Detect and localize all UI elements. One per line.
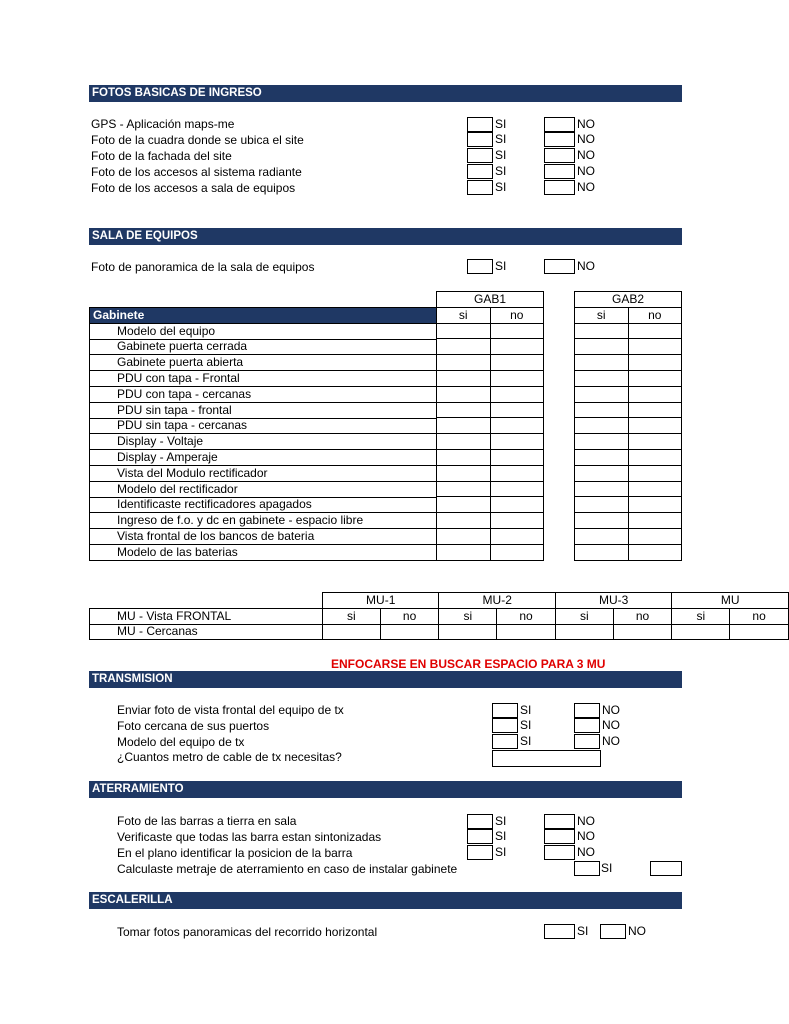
mu4-header: MU [672,593,789,609]
gab1-cell[interactable] [437,481,491,497]
gab2-cell[interactable] [628,434,682,450]
si-label: SI [495,814,507,828]
gab1-cell[interactable] [490,434,544,450]
no-checkbox[interactable] [544,845,575,860]
gab2-cell[interactable] [575,355,629,371]
metraje-input[interactable] [650,861,682,876]
si-checkbox[interactable] [467,132,493,147]
no-label: NO [602,734,620,748]
gabinete-item: PDU sin tapa - frontal [90,402,437,418]
si-checkbox[interactable] [467,164,493,179]
gab2-cell[interactable] [575,386,629,402]
gab1-cell[interactable] [437,355,491,371]
gabinete-item: Gabinete puerta abierta [90,355,437,371]
gab2-cell[interactable] [575,434,629,450]
mu-cell[interactable] [672,624,730,640]
gab1-cell[interactable] [437,418,491,434]
si-checkbox[interactable] [492,734,518,749]
mu2-header: MU-2 [439,593,555,609]
gab1-cell[interactable] [437,465,491,481]
gab1-cell[interactable] [437,339,491,355]
gab1-cell[interactable] [490,481,544,497]
gab1-cell[interactable] [490,528,544,544]
no-checkbox[interactable] [600,924,626,939]
gabinete-item: Identificaste rectificadores apagados [90,497,437,513]
gab1-cell[interactable] [490,355,544,371]
gab1-col-no: no [490,307,544,323]
gab2-cell[interactable] [628,528,682,544]
gab1-cell[interactable] [437,323,491,339]
gab1-cell[interactable] [437,434,491,450]
no-checkbox[interactable] [544,829,575,844]
si-label: SI [495,829,507,843]
si-label: SI [495,180,507,194]
no-checkbox[interactable] [574,703,600,718]
gab2-cell[interactable] [628,370,682,386]
gabinete-item: Modelo del rectificador [90,481,437,497]
mu-col-si: si [555,608,613,624]
section-header-fotos-basicas: FOTOS BASICAS DE INGRESO [89,85,682,102]
mu-table [89,592,789,640]
gab2-cell[interactable] [628,402,682,418]
no-label: NO [577,845,595,859]
si-checkbox[interactable] [467,845,493,860]
gab2-col-si: si [575,307,629,323]
no-label: NO [577,164,595,178]
gab1-table [436,291,544,561]
si-checkbox[interactable] [467,180,493,195]
gab2-cell[interactable] [628,449,682,465]
gab1-cell[interactable] [490,465,544,481]
gab1-cell[interactable] [490,449,544,465]
no-label: NO [628,924,646,938]
mu-col-no: no [497,608,556,624]
section-header-sala-equipos: SALA DE EQUIPOS [89,228,682,245]
no-checkbox[interactable] [574,718,600,733]
no-checkbox[interactable] [544,132,575,147]
gab1-col-si: si [437,307,491,323]
mu-cell[interactable] [613,624,672,640]
no-checkbox[interactable] [544,164,575,179]
si-checkbox[interactable] [492,703,518,718]
no-label: NO [577,829,595,843]
gab1-cell[interactable] [437,544,491,560]
no-label: NO [602,718,620,732]
gabinete-item: Display - Amperaje [90,450,437,466]
gab2-cell[interactable] [628,386,682,402]
no-label: NO [577,148,595,162]
section-header-transmision: TRANSMISION [89,671,682,688]
gab2-cell[interactable] [575,481,629,497]
section-header-aterramiento: ATERRAMIENTO [89,781,682,798]
gabinete-item: PDU con tapa - cercanas [90,386,437,402]
si-label: SI [520,734,532,748]
si-label: SI [495,148,507,162]
panoramica-label: Foto de panoramica de la sala de equipos [91,260,315,274]
si-label: SI [601,861,613,875]
gab1-cell[interactable] [437,513,491,529]
gab2-cell[interactable] [628,355,682,371]
gabinete-items-table [89,307,437,561]
gab2-cell[interactable] [575,418,629,434]
si-label: SI [495,845,507,859]
gab2-cell[interactable] [575,339,629,355]
gab2-cell[interactable] [628,418,682,434]
gab2-col-no: no [628,307,682,323]
no-checkbox[interactable] [544,180,575,195]
fotos-item-label: Foto de los accesos al sistema radiante [91,165,302,179]
no-label: NO [577,259,595,273]
transmision-item-label: Foto cercana de sus puertos [117,719,270,733]
si-label: SI [577,924,589,938]
no-checkbox[interactable] [574,734,600,749]
mu-cell[interactable] [730,624,789,640]
gabinete-item: Vista frontal de los bancos de bateria [90,529,437,545]
gab2-cell[interactable] [575,544,629,560]
mu-cell[interactable] [439,624,497,640]
gabinete-item: Modelo del equipo [90,323,437,339]
mu-note: ENFOCARSE EN BUSCAR ESPACIO PARA 3 MU [331,657,606,671]
gab1-cell[interactable] [437,528,491,544]
no-label: NO [602,703,620,717]
gab1-cell[interactable] [490,402,544,418]
si-checkbox[interactable] [544,924,575,939]
gab2-cell[interactable] [628,481,682,497]
si-label: SI [495,164,507,178]
gab1-cell[interactable] [490,497,544,513]
fotos-item-label: Foto de la fachada del site [91,149,232,163]
gab1-cell[interactable] [490,339,544,355]
gab1-cell[interactable] [437,402,491,418]
gab2-cell[interactable] [575,513,629,529]
mu-col-si: si [672,608,730,624]
fotos-item-label: Foto de los accesos a sala de equipos [91,181,296,195]
si-label: SI [520,718,532,732]
mu-cell[interactable] [380,624,439,640]
aterramiento-item-label: Calculaste metraje de aterramiento en caso de instalar gabinete [117,862,458,876]
si-checkbox[interactable] [574,861,600,876]
gabinete-item: Ingreso de f.o. y dc en gabinete - espacio libre [90,513,437,529]
gab1-cell[interactable] [490,370,544,386]
gab1-cell[interactable] [437,497,491,513]
mu1-header: MU-1 [322,593,438,609]
gab2-cell[interactable] [628,497,682,513]
gab2-header: GAB2 [575,292,682,308]
no-label: NO [577,814,595,828]
no-checkbox[interactable] [544,148,575,163]
mu-col-no: no [613,608,672,624]
si-checkbox[interactable] [492,718,518,733]
gabinete-item: Display - Voltaje [90,434,437,450]
no-checkbox[interactable] [544,259,575,274]
gab1-cell[interactable] [437,370,491,386]
si-label: SI [495,117,507,131]
gab1-cell[interactable] [437,386,491,402]
si-checkbox[interactable] [467,148,493,163]
si-checkbox[interactable] [467,259,493,274]
gab1-header: GAB1 [437,292,544,308]
si-label: SI [495,132,507,146]
mu-cell[interactable] [555,624,613,640]
gab2-table [574,291,682,561]
no-checkbox[interactable] [544,814,575,829]
si-label: SI [520,703,532,717]
gabinete-item: Modelo de las baterias [90,544,437,560]
gabinete-item: Gabinete puerta cerrada [90,339,437,355]
gab2-cell[interactable] [575,323,629,339]
si-label: SI [495,259,507,273]
cable-meters-input[interactable] [492,750,601,767]
si-checkbox[interactable] [467,829,493,844]
mu-row-label: MU - Cercanas [90,624,323,640]
gabinete-item: PDU sin tapa - cercanas [90,418,437,434]
gab2-cell[interactable] [575,402,629,418]
gab2-cell[interactable] [575,465,629,481]
aterramiento-item-label: En el plano identificar la posicion de la barra [117,846,353,860]
gab2-cell[interactable] [575,497,629,513]
gab1-cell[interactable] [490,544,544,560]
aterramiento-item-label: Verificaste que todas las barra estan sintonizadas [117,830,382,844]
no-label: NO [577,132,595,146]
aterramiento-item-label: Foto de las barras a tierra en sala [117,814,297,828]
no-checkbox[interactable] [544,117,575,132]
gab2-cell[interactable] [628,339,682,355]
mu-col-no: no [380,608,439,624]
gab2-cell[interactable] [628,544,682,560]
transmision-item-label: ¿Cuantos metro de cable de tx necesitas? [117,750,342,764]
mu-cell[interactable] [322,624,380,640]
gab1-cell[interactable] [490,386,544,402]
mu-col-si: si [322,608,380,624]
gabinete-header: Gabinete [90,308,437,324]
no-label: NO [577,180,595,194]
fotos-item-label: GPS - Aplicación maps-me [91,117,235,131]
gab1-cell[interactable] [490,513,544,529]
escalerilla-item-label: Tomar fotos panoramicas del recorrido horizontal [117,925,378,939]
transmision-item-label: Enviar foto de vista frontal del equipo de tx [117,703,344,717]
gab2-cell[interactable] [575,370,629,386]
mu3-header: MU-3 [555,593,671,609]
mu-col-no: no [730,608,789,624]
gab2-cell[interactable] [628,513,682,529]
gab2-cell[interactable] [628,465,682,481]
transmision-item-label: Modelo del equipo de tx [117,735,245,749]
fotos-item-label: Foto de la cuadra donde se ubica el site [91,133,304,147]
no-label: NO [577,117,595,131]
gab1-cell[interactable] [437,449,491,465]
mu-table-wrap [89,592,766,640]
si-checkbox[interactable] [467,117,493,132]
gabinete-item: PDU con tapa - Frontal [90,371,437,387]
mu-row-label: MU - Vista FRONTAL [90,608,323,624]
gab1-cell[interactable] [490,323,544,339]
gab2-cell[interactable] [628,323,682,339]
gab2-cell[interactable] [575,449,629,465]
mu-cell[interactable] [497,624,556,640]
mu-col-si: si [439,608,497,624]
gab2-cell[interactable] [575,528,629,544]
si-checkbox[interactable] [467,814,493,829]
section-header-escalerilla: ESCALERILLA [89,892,682,909]
gabinete-item: Vista del Modulo rectificador [90,465,437,481]
gab1-cell[interactable] [490,418,544,434]
